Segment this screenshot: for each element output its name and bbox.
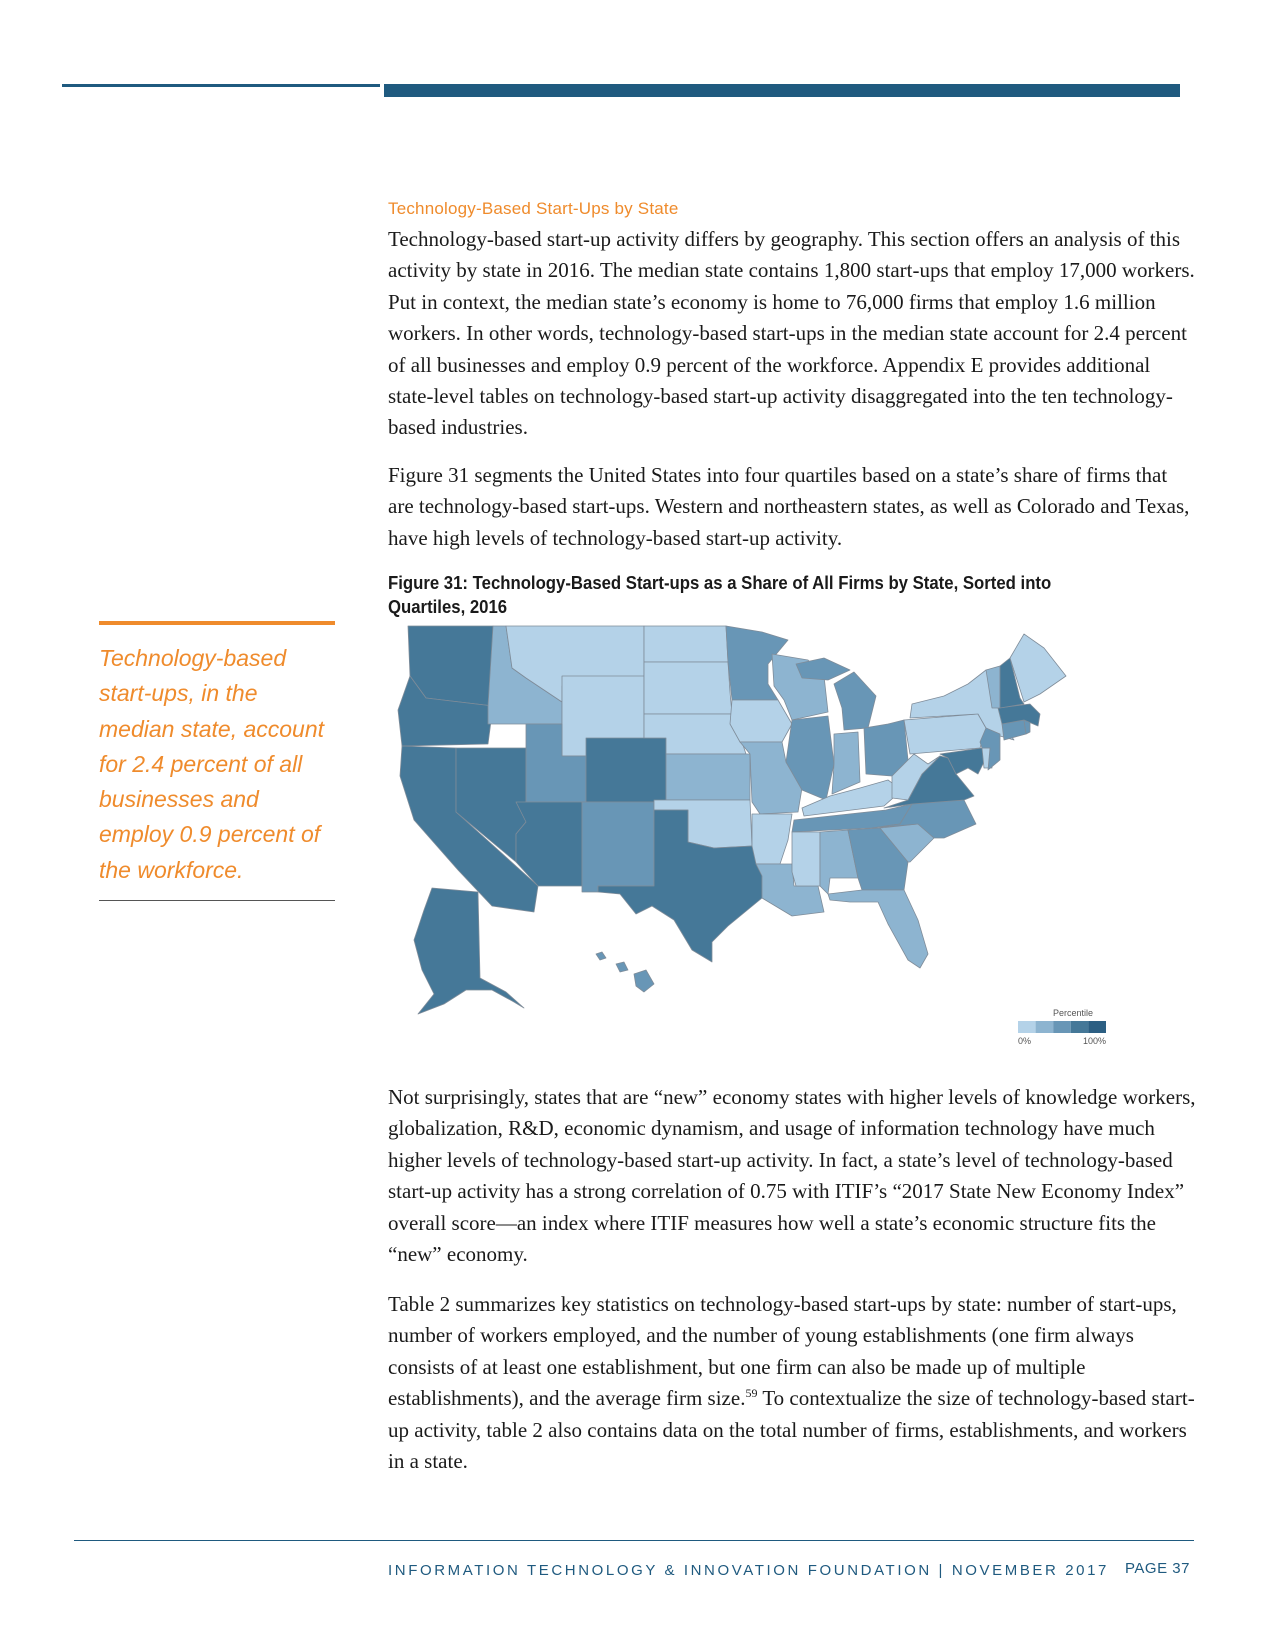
- legend-min-label: 0%: [1018, 1036, 1032, 1046]
- figure-caption: Figure 31: Technology-Based Start-ups as a Share of All Firms by State, Sorted into Quartiles, 2016: [388, 573, 1052, 617]
- section-heading: Technology-Based Start-Ups by State: [388, 199, 679, 218]
- legend-swatch-1: [1018, 1021, 1036, 1033]
- footer-org: INFORMATION TECHNOLOGY & INNOVATION FOUNDATION | NOVEMBER 2017: [388, 1562, 1110, 1579]
- state-ar: [752, 814, 792, 864]
- state-sd: [644, 662, 732, 714]
- map-svg: [388, 624, 1128, 1064]
- legend-swatch-4: [1071, 1021, 1089, 1033]
- header-rule-right: [384, 84, 1180, 97]
- state-mi: [834, 672, 876, 730]
- legend-swatch-3: [1053, 1021, 1071, 1033]
- body-paragraph-4-text: Table 2 summarizes key statistics on technology-based start-ups by state: number of start-ups, number of workers employed, and the number of young establishments (one firm always consists of at least one establishment, but one firm can also be made up of multiple establishments), and the average firm size.: [388, 1292, 1177, 1411]
- body-paragraph-2: Figure 31 segments the United States into four quartiles based on a state’s share of firms that are technology-based start-ups. Western and northeastern states, as well as Colorado and Texas, have high levels of technology-based start-up activity.: [388, 463, 1190, 550]
- legend-swatch-5: [1088, 1021, 1106, 1033]
- legend-title: Percentile: [1053, 1008, 1094, 1018]
- state-nd: [644, 626, 728, 662]
- state-in: [832, 732, 860, 794]
- state-co: [586, 738, 666, 802]
- state-fl: [828, 890, 928, 968]
- state-pa: [904, 714, 986, 754]
- state-az: [516, 802, 582, 886]
- pull-quote-rule-bottom: [99, 900, 335, 901]
- state-hi-part-3: [634, 970, 654, 992]
- body-paragraph-4: [388, 1289, 1196, 1477]
- legend-max-label: 100%: [1082, 1036, 1106, 1046]
- state-hi: [596, 952, 606, 960]
- body-paragraph-1: Technology-based start-up activity differs by geography. This section offers an analysis of this activity by state in 2016. The median state contains 1,800 start-ups that employ 17,000 workers. Put in context, the median state’s economy is home to 76,000 firms that employ 1.6 million workers. In other words, technology-based start-ups in the median state account for 2.4 percent of all businesses and employ 0.9 percent of the workforce. Appendix E provides additional state-level tables on technology-based start-up activity disaggregated into the ten technology-based industries.: [388, 227, 1195, 440]
- pull-quote: Technology-based start-ups, in the median state, account for 2.4 percent of all businesses and employ 0.9 percent of the workforce.: [99, 645, 325, 883]
- footnote-ref[interactable]: 59: [745, 1386, 758, 1401]
- state-nm: [582, 802, 654, 892]
- page-number: PAGE 37: [1125, 1560, 1190, 1577]
- header-rule-left: [62, 84, 380, 87]
- state-hi-part-2: [616, 962, 628, 972]
- legend-swatch-2: [1036, 1021, 1054, 1033]
- pull-quote-rule-top: [99, 621, 335, 625]
- body-paragraph-3: Not surprisingly, states that are “new” economy states with higher levels of knowledge workers, globalization, R&D, economic dynamism, and usage of information technology have much higher levels of technology-based start-up activity. In fact, a state’s level of technology-based start-up activity has a strong correlation of 0.75 with ITIF’s “2017 State New Economy Index” overall score—an index where ITIF measures how well a state’s economic structure fits the “new” economy.: [388, 1085, 1196, 1267]
- footer-rule: [74, 1540, 1194, 1541]
- map-legend: [1018, 1008, 1106, 1046]
- body-paragraph-4-end: To contextualize the size of technology-based start-up activity, table 2 also contains data on the total number of firms, establishments, and workers in a state.: [388, 1386, 1195, 1474]
- us-choropleth-map: [388, 624, 1128, 1064]
- state-ks: [666, 754, 750, 800]
- state-ia: [730, 700, 792, 742]
- state-ms: [792, 832, 820, 886]
